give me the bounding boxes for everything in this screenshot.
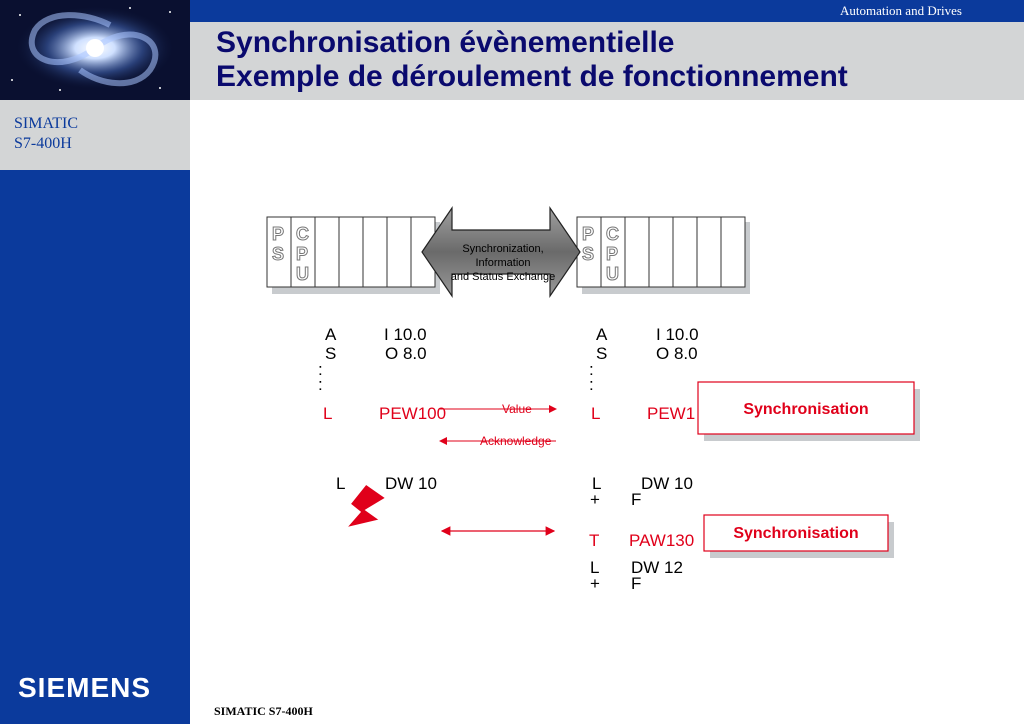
right-arg-1: I 10.0 [656,325,699,344]
exchange-text-1: Synchronization, [462,243,544,255]
right-arg-5: F [631,490,642,509]
title-line-1: Synchronisation évènementielle [216,26,675,59]
right-op-1: A [596,325,608,344]
product-name: SIMATIC S7-400H [14,115,79,152]
sync-box-2 [704,515,894,558]
rack-left-cpu-u: U [296,264,309,284]
value-label: Value [502,402,532,416]
sidebar [0,100,190,724]
right-op-6: T [589,531,600,550]
left-op-2: S [325,344,337,363]
title-bar [190,22,1024,100]
rack-right-cpu-c: C [606,224,619,244]
left-program [318,325,446,493]
right-op-7: L [590,558,600,577]
right-arg-7: DW 12 [631,558,683,577]
right-arg-3: PEW1 [647,404,696,423]
left-dots-2: : [318,375,323,394]
rack-left-cpu-p: P [296,244,309,264]
division-label: Automation and Drives [839,3,962,18]
left-arg-2: O 8.0 [385,344,427,363]
right-op-2: S [596,344,608,363]
acknowledge-label: Acknowledge [480,434,552,448]
right-dots-1: : [589,360,594,379]
left-arg-4: DW 10 [385,474,437,493]
right-op-8: + [590,574,600,593]
left-op-4: L [336,474,346,493]
rack-left-cpu-c: C [296,224,309,244]
galaxy-image [0,0,190,100]
rack-left [267,217,440,294]
title-line-2: Exemple de déroulement de fonctionnement [216,60,848,93]
exchange-text-3: and Status Exchange [450,271,556,283]
right-dots-2: : [589,375,594,394]
sync-label-1: Synchronisation [743,401,869,418]
sync-box-1 [698,382,920,441]
rack-left-ps-s: S [272,244,285,264]
value-exchange [440,402,556,448]
right-program [589,325,699,593]
right-arg-4: DW 10 [641,474,693,493]
sync-label-2: Synchronisation [733,525,859,542]
right-arg-8: F [631,574,642,593]
left-dots-1: : [318,360,323,379]
footer-text: SIMATIC S7-400H [214,704,313,718]
siemens-logo: SIEMENS [18,672,152,703]
lightning-icon [346,484,386,528]
rack-right-ps-s: S [582,244,595,264]
exchange-text-2: Information [475,257,531,269]
rack-right-ps-p: P [582,224,595,244]
left-op-1: A [325,325,337,344]
left-op-3: L [323,404,333,423]
exchange-arrow [422,208,580,296]
top-strip [190,0,1024,22]
right-op-3: L [591,404,601,423]
rack-right-cpu-p: P [606,244,619,264]
product-box [0,100,190,170]
diagram [190,100,1024,704]
left-arg-1: I 10.0 [384,325,427,344]
right-arg-2: O 8.0 [656,344,698,363]
rack-left-ps-p: P [272,224,285,244]
right-arg-6: PAW130 [629,531,695,550]
rack-right-cpu-u: U [606,264,619,284]
rack-right [577,217,750,294]
right-op-5: + [590,490,600,509]
left-arg-3: PEW100 [379,404,447,423]
right-op-4: L [592,474,602,493]
